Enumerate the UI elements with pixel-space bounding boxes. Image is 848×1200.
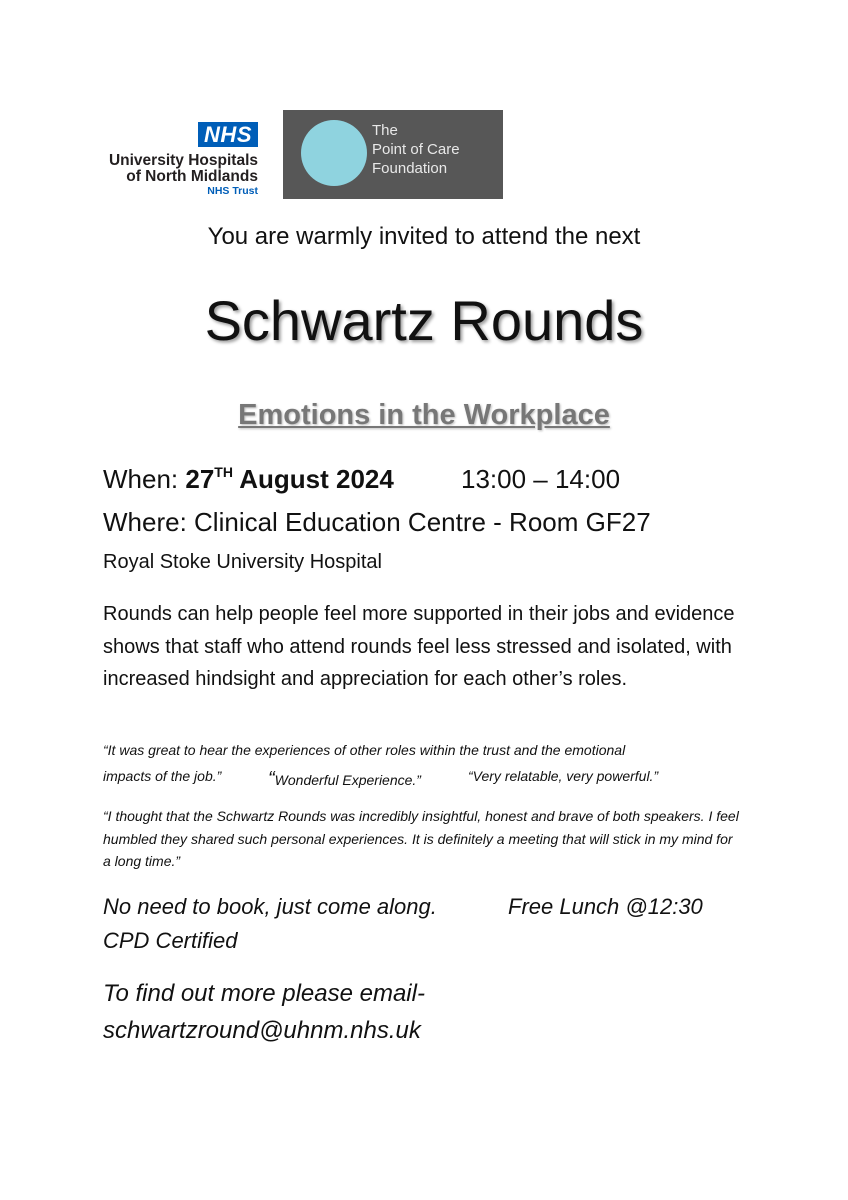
nhs-badge: NHS — [198, 122, 258, 147]
when-date — [185, 464, 393, 494]
poc-line2: Point of Care — [372, 141, 460, 158]
free-lunch-note: Free Lunch @12:30 — [508, 894, 703, 919]
quote-2 — [268, 768, 421, 791]
poc-logo-text — [372, 121, 460, 178]
quote-3: “Very relatable, very powerful.” — [468, 768, 659, 784]
event-when — [103, 464, 394, 495]
when-suffix: TH — [214, 464, 233, 480]
nhs-logo-line2: of North Midlands — [126, 168, 258, 185]
quote-1-line1: “It was great to hear the experiences of other roles within the trust and the emotional — [103, 742, 626, 758]
event-where: Where: Clinical Education Centre - Room GF27 — [103, 507, 651, 537]
poc-circle-icon — [301, 120, 367, 186]
nhs-logo-line1: University Hospitals — [108, 152, 258, 169]
contact-email: schwartzround@uhnm.nhs.uk — [103, 1017, 421, 1044]
nhs-logo — [108, 122, 258, 202]
invite-line: You are warmly invited to attend the next — [207, 223, 641, 250]
quote-1-line2: impacts of the job.” — [103, 768, 222, 784]
page-title: Schwartz Rounds — [204, 289, 644, 352]
nhs-logo-line3: NHS Trust — [207, 185, 258, 197]
poc-line1: The — [372, 122, 398, 139]
session-subtitle: Emotions in the Workplace — [238, 399, 610, 431]
no-booking-note: No need to book, just come along. — [103, 894, 437, 919]
when-month-year: August 2024 — [232, 464, 394, 494]
quote-2-open-mark: “ — [268, 768, 275, 790]
event-hospital: Royal Stoke University Hospital — [103, 551, 382, 573]
quote-4: “I thought that the Schwartz Rounds was incredibly insightful, honest and brave of both speakers. I feel humbled they shared such personal experiences. It is definitely a meeting that will stick in my mind for a long time.” — [103, 808, 739, 869]
when-label: When: — [103, 464, 186, 494]
quote-2-text: Wonderful Experience.” — [274, 772, 421, 788]
point-of-care-logo — [283, 110, 503, 199]
when-day: 27 — [185, 464, 215, 494]
contact-prompt: To find out more please email- — [103, 980, 425, 1007]
description-paragraph: Rounds can help people feel more supported in their jobs and evidence shows that staff who attend rounds feel less stressed and isolated, with increased hindsight and appreciation for each other’s roles. — [103, 603, 735, 690]
cpd-note: CPD Certified — [103, 928, 238, 953]
poc-line3: Foundation — [372, 160, 448, 177]
event-time: 13:00 – 14:00 — [461, 464, 621, 494]
